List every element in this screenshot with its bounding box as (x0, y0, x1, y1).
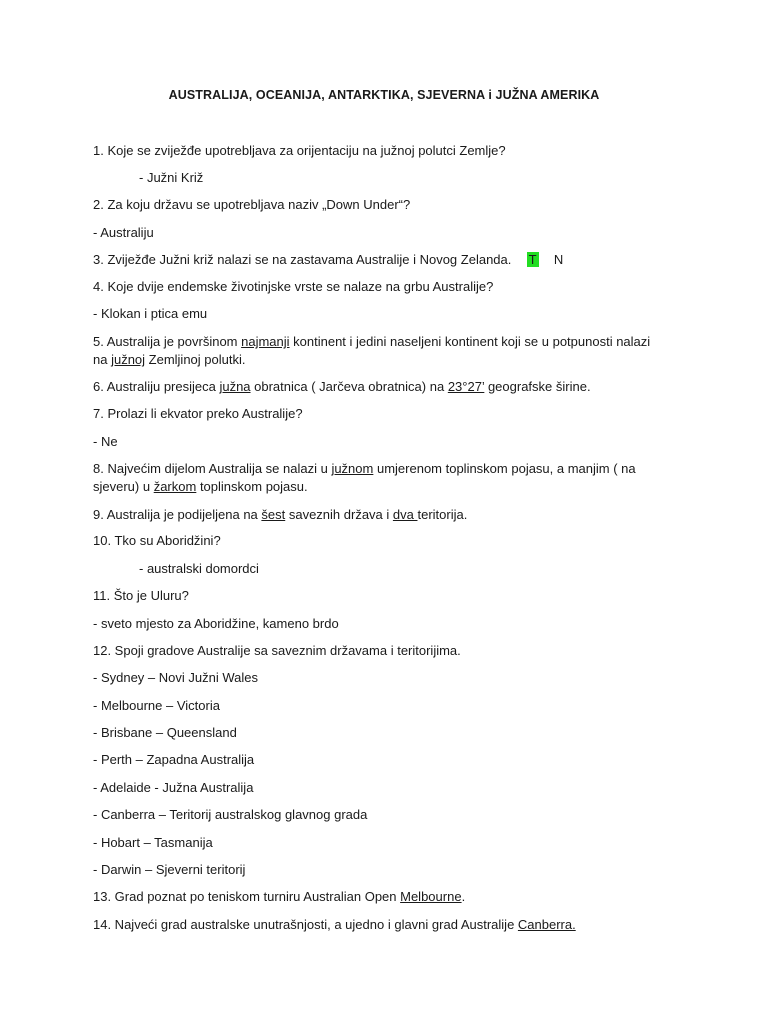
question-3 (93, 251, 563, 269)
q9-part-1: 9. Australija je podijeljena na (93, 507, 262, 522)
q9-answer-dva: dva (392, 507, 418, 522)
question-14 (93, 916, 576, 934)
q8-part-4: toplinskom pojasu. (196, 479, 308, 494)
q13-answer-melbourne: Melbourne (400, 889, 462, 904)
q8-answer-juznom: južnom (331, 461, 374, 476)
q8-part-1: 8. Najvećim dijelom Australija se nalazi u (93, 461, 332, 476)
q8-part-3: sjeveru) u (93, 479, 154, 494)
q14-answer-canberra: Canberra. (517, 917, 576, 932)
true-mark-highlighted: T (528, 252, 537, 267)
q9-part-3: teritorija. (417, 507, 468, 522)
answer-4: - Klokan i ptica emu (93, 306, 208, 321)
list-item: - Melbourne – Victoria (93, 698, 220, 713)
q5-answer-juznoj: južnoj (111, 352, 146, 367)
q5-part-2: kontinent i jedini naseljeni kontinent koji se u potpunosti nalazi (289, 334, 651, 349)
document-title: AUSTRALIJA, OCEANIJA, ANTARKTIKA, SJEVERNA i JUŽNA AMERIKA (168, 88, 600, 102)
q5-part-1: 5. Australija je površinom (93, 334, 242, 349)
q6-answer-juzna: južna (219, 379, 251, 394)
list-item: - Hobart – Tasmanija (93, 835, 213, 850)
question-13 (93, 888, 465, 906)
q8-part-2: umjerenom toplinskom pojasu, a manjim ( na (373, 461, 636, 476)
list-item: - Sydney – Novi Južni Wales (93, 670, 258, 685)
list-item: - Adelaide - Južna Australija (93, 780, 254, 795)
list-item: - Darwin – Sjeverni teritorij (93, 862, 246, 877)
q13-part-1: 13. Grad poznat po teniskom turniru Australian Open (93, 889, 401, 904)
question-11: 11. Što je Uluru? (93, 588, 189, 603)
q6-answer-latitude: 23°27’ (447, 379, 485, 394)
false-mark: N (553, 252, 564, 267)
q6-part-1: 6. Australiju presijeca (93, 379, 220, 394)
answer-11: - sveto mjesto za Aboridžine, kameno brdo (93, 616, 339, 631)
q5-part-4: Zemljinoj polutki. (145, 352, 246, 367)
question-4: 4. Koje dvije endemske životinjske vrste se nalaze na grbu Australije? (93, 279, 494, 294)
list-item: - Brisbane – Queensland (93, 725, 237, 740)
q5-answer-najmanji: najmanji (241, 334, 290, 349)
question-5 (93, 333, 673, 369)
question-10: 10. Tko su Aboridžini? (93, 533, 221, 548)
question-2: 2. Za koju državu se upotrebljava naziv „Down Under“? (93, 197, 411, 212)
list-item: - Canberra – Teritorij australskog glavnog grada (93, 807, 368, 822)
q8-answer-zarkom: žarkom (153, 479, 197, 494)
answer-1: - Južni Križ (139, 170, 204, 185)
answer-7: - Ne (93, 434, 118, 449)
question-8 (93, 460, 673, 496)
q9-part-2: saveznih država i (285, 507, 393, 522)
question-9 (93, 506, 467, 524)
answer-2: - Australiju (93, 225, 154, 240)
q6-part-2: obratnica ( Jarčeva obratnica) na (250, 379, 448, 394)
q14-part-1: 14. Najveći grad australske unutrašnjosti, a ujedno i glavni grad Australije (93, 917, 518, 932)
q6-part-3: geografske širine. (484, 379, 591, 394)
q13-part-2: . (461, 889, 466, 904)
question-7: 7. Prolazi li ekvator preko Australije? (93, 406, 303, 421)
q5-part-3: na (93, 352, 112, 367)
question-1: 1. Koje se zviježđe upotrebljava za orijentaciju na južnoj polutci Zemlje? (93, 143, 506, 158)
list-item: - Perth – Zapadna Australija (93, 752, 255, 767)
question-12: 12. Spoji gradove Australije sa saveznim državama i teritorijima. (93, 643, 461, 658)
question-6 (93, 378, 591, 396)
answer-10: - australski domordci (139, 561, 259, 576)
question-3-text: 3. Zviježđe Južni križ nalazi se na zastavama Australije i Novog Zelanda. (93, 252, 512, 267)
q9-answer-sest: šest (261, 507, 286, 522)
